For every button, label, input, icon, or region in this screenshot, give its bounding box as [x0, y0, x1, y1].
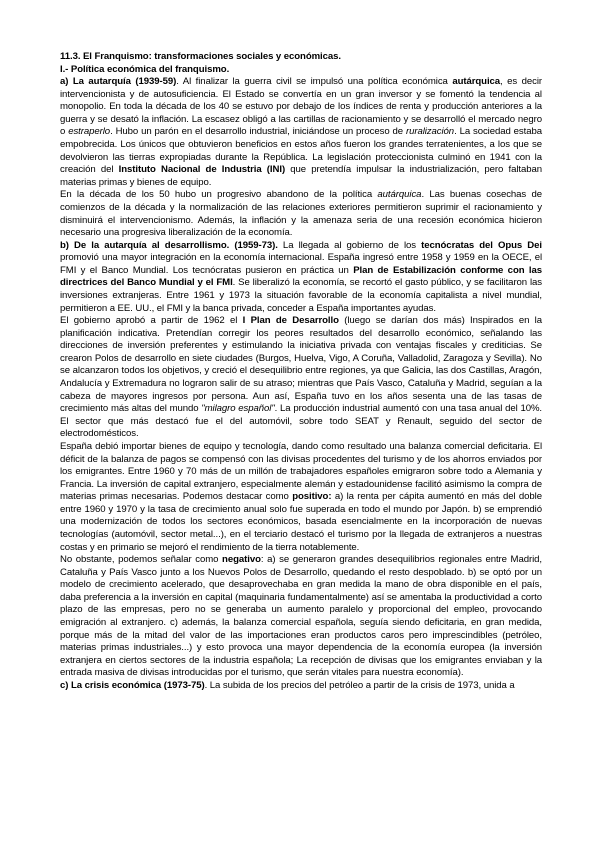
text-run: No obstante, podemos señalar como — [60, 554, 223, 566]
term-ini: Instituto Nacional de Industria (INI) — [118, 164, 286, 176]
text-run: En la década de los 50 hubo un progresivo abandono de la política — [60, 189, 378, 201]
text-run: . La sociedad estaba empobrecida. Los únicos que obtuvieron beneficios en estos años fueron los grandes terratenientes, a los que se devolvieron las tierras expropiadas durante la República. La legislación proteccionista culminó en 1941 con la creación del — [60, 126, 542, 176]
term-autarquica: autárquica — [452, 76, 501, 88]
text-run: que pretendía impulsar la industrialización, pero faltaban materias primas y bienes de equipo. — [60, 164, 542, 188]
document-page — [60, 51, 542, 692]
crisis-label: c) La crisis económica (1973-75) — [60, 679, 205, 691]
paragraph-positivo — [60, 441, 542, 554]
text-run: . La subida de los precios del petróleo a partir de la crisis de 1973, unida a — [204, 679, 515, 691]
text-run: . La producción industrial aumentó con una tasa anual del 10%. El sector que más destacó fue el del automóvil, sobre todo SEAT y Renault, seguido del sector de electrodomésticos. — [60, 403, 542, 440]
paragraph-negativo — [60, 554, 542, 680]
paragraph-decada-50 — [60, 189, 542, 239]
desarrollismo-label: b) De la autarquía al desarrollismo. (1959-73). — [60, 239, 278, 251]
term-positivo: positivo: — [292, 491, 332, 503]
text-run: España debió importar bienes de equipo y tecnología, dando como resultado una balanza comercial deficitaria. El déficit de la balanza de pagos se compensó con las divisas procedentes del turismo y de los ahorros enviados por los emigrantes. Entre 1960 y 70 más de un millón de trabajadores españoles emigraron sobre todo a Alemania y Francia. La inversión de capital extranjero, especialmente alemán y estadounidense facilitó asimismo la compra de materias primas necesarias. Podemos destacar como — [60, 440, 542, 503]
heading-text: 11.3. El Franquismo: transformaciones sociales y económicas. — [60, 51, 341, 62]
term-plan-estabilizacion: Plan de Estabilización conforme con las directrices del Banco Mundial y el FMI — [60, 264, 542, 289]
text-run: . Hubo un parón en el desarrollo industrial, iniciándose un proceso de — [110, 126, 406, 138]
text-run: (luego se darían dos más) Inspirados en la planificación indicativa. Pretendían corregir los peores resultados del desarrollo económico, señalando las direcciones de inversión preferentes y estimulando la iniciativa privada con ventajas fiscales y crediticias. Se crearon Polos de desarrollo en siete ciudades (Burgos, Huelva, Vigo, A Coruña, Valladolid, Zaragoza y Sevilla). No se alcanzaron todos los objetivos, y creció el desequilibrio entre regiones, ya que Galicia, las dos Castillas, Aragón, Andalucía y Extremadura no lograron salir de su atraso; mientras que País Vasco, Cataluña y Madrid, seguían a la cabeza de mayores ingresos por persona. Aun así, España tuvo en los años sesenta una de las tasas de crecimiento más altas del mundo — [60, 315, 542, 415]
text-run: . Las buenas cosechas de comienzos de la década y la normalización de las relaciones exteriores permitieron suprimir el racionamiento y disminuirá el intervencionismo. Además, la inflación y la amenaza seria de una recesión económica hicieron necesario una progresiva liberalización de la economía. — [60, 189, 542, 239]
text-run: El gobierno aprobó a partir de 1962 el — [60, 315, 243, 327]
term-ruralizacion: ruralización — [405, 126, 455, 138]
text-run: , es decir intervencionista y de autosuficiencia. El Estado se convertía en un gran inversor y se fomentó la tendencia al monopolio. En toda la década de los 40 se estuvo por debajo de los índices de renta y producción anteriores a la guerra y se desató la inflación. La escasez obligó a las cartillas de racionamiento y se desarrolló el mercado negro o — [60, 76, 542, 138]
text-run: : a) se generaron grandes desequilibrios regionales entre Madrid, Cataluña y País Vasco junto a los Nuevos Polos de Desarrollo, quedando el resto despoblado. b) se optó por un modelo de crecimiento acelerado, que desaprovechaba en gran medida la mano de obra disponible en el país, daba preferencia a la inversión en capital (maquinaria fundamentalmente) así se amentaba la productividad a corto plazo de las empresas, pero no se generaba un aumento paralelo y proporcional del empleo, provocando emigración al extranjero. c) además, la balanza comercial española, seguía siendo deficitaria, en gran medida, porque más de la mitad del valor de las importaciones eran productos caros pero imprescindibles (petróleo, materias primas industriales...) y esto provoca una mayor dependencia de la economía europea (la inversión extranjera en ciertos sectores de la industria española; La recepción de divisas que los emigrantes enviaban y la entrada masiva de divisas introducidas por el turismo, que serán vitales para nuestra economía). — [60, 554, 542, 679]
text-run: a) la renta per cápita aumentó en más del doble entre 1960 y 1970 y la tasa de crecimiento anual solo fue superada en todo el mundo por Japón. b) se emprendió una modernización de todos los sectores económicos, basada esencialmente en la incorporación de nuevas tecnologías (automóvil, sector metal...), en el terciario destacó el turismo por la llegada de extranjeros a nuestras costas y en primario se mejoró el rendimiento de la tierra notablemente. — [60, 491, 542, 553]
paragraph-crisis — [60, 680, 542, 693]
text-run: promovió una mayor integración en la economía internacional. España ingresó entre 1958 y 1959 en la OECE, el FMI y el Banco Mundial. Los tecnócratas pusieron en práctica un — [60, 252, 542, 276]
section-heading — [60, 51, 542, 64]
section-subheading — [60, 64, 542, 77]
term-autarquica-italic: autárquica — [377, 189, 422, 201]
text-run: La llegada al gobierno de los — [277, 239, 422, 251]
term-estraperlo: estraperlo — [68, 126, 111, 138]
subheading-text: I.- Política económica del franquismo. — [60, 63, 230, 75]
term-negativo: negativo — [222, 554, 261, 566]
term-plan-desarrollo: I Plan de Desarrollo — [242, 315, 339, 327]
paragraph-plan-desarrollo — [60, 315, 542, 441]
text-run: . Se liberalizó la economía, se recortó el gasto público, y se facilitaron las inversiones extranjeras. Entre 1961 y 1973 la situación favorable de la economía capitalista a nivel mundial, permitieron a EE. UU., el FMI y la banca privada, conceder a España importantes ayudas. — [60, 277, 542, 314]
term-tecnocratas: tecnócratas del Opus Dei — [421, 239, 542, 251]
paragraph-autarquia — [60, 76, 542, 189]
text-run: . Al finalizar la guerra civil se impulsó una política económica — [176, 76, 453, 88]
paragraph-desarrollismo — [60, 240, 542, 315]
autarquia-label: a) La autarquía (1939-59) — [60, 76, 177, 88]
term-milagro: "milagro español" — [201, 403, 275, 415]
